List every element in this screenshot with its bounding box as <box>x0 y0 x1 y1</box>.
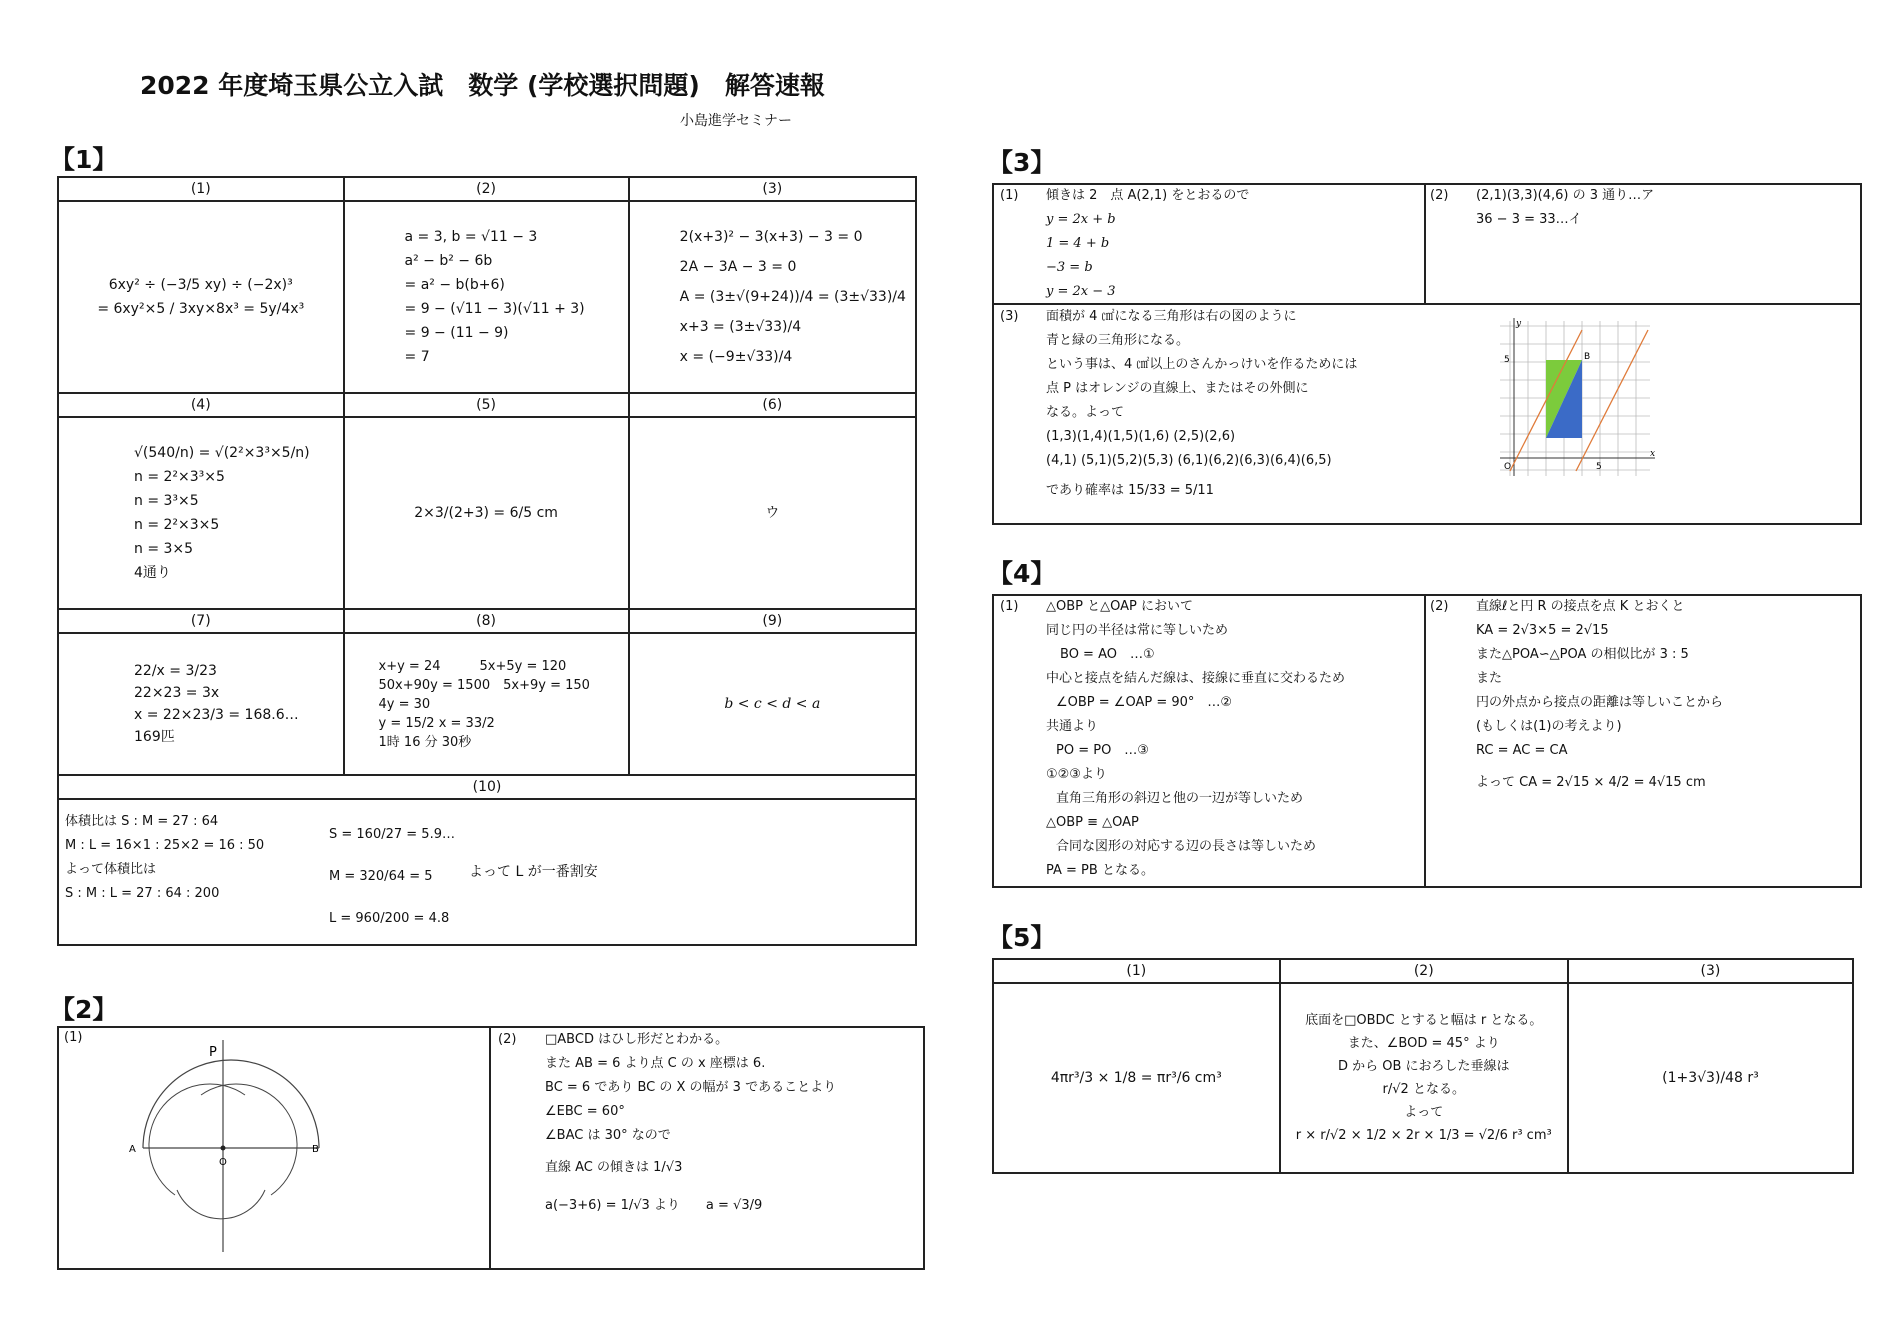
s5-q2-header: (2) <box>1280 959 1568 983</box>
s3-q1-label: (1) <box>1000 188 1019 203</box>
construction-arc <box>177 1190 265 1219</box>
s5-q1-answer <box>993 983 1280 1173</box>
s4-q1-line: 合同な図形の対応する辺の長さは等しいため <box>1056 839 1317 854</box>
construction-arc <box>201 1084 297 1195</box>
s4-q1-line: 中心と接点を結んだ線は、接線に垂直に交わるため <box>1046 671 1346 686</box>
s4-q1-line: BO = AO …① <box>1060 647 1155 662</box>
bisector-construction-figure <box>125 1040 335 1255</box>
q7-answer <box>58 633 344 775</box>
s4-q1-line: ∠OBP = ∠OAP = 90° …② <box>1056 695 1233 710</box>
s4-q2-line: (もしくは(1)の考えより) <box>1476 719 1622 734</box>
s2-q2-line: ∠EBC = 60° <box>545 1104 625 1119</box>
s4-q2-line: RC = AC = CA <box>1476 743 1568 758</box>
q6-answer <box>629 417 916 609</box>
s5-q3-line: (1+3√3)/48 r³ <box>1662 1070 1759 1086</box>
s4-q1-line: PO = PO …③ <box>1056 743 1149 758</box>
q1-header: (1) <box>58 177 344 201</box>
s4-q1-line: 直角三角形の斜辺と他の一辺が等しいため <box>1056 791 1304 806</box>
s4-q1-line: PA = PB となる。 <box>1046 863 1154 878</box>
s5-q2-answer <box>1280 983 1568 1173</box>
section-2-divider <box>489 1026 491 1268</box>
q6-header: (6) <box>629 393 916 417</box>
s3-q3-line: 点 P はオレンジの直線上、またはその外側に <box>1046 381 1309 396</box>
q8-line: 1時 16 分 30秒 <box>378 734 472 750</box>
semicircle-arc <box>143 1060 319 1148</box>
section-2-heading: 【2】 <box>50 995 118 1024</box>
q10-answer <box>58 799 916 945</box>
s4-q1-label: (1) <box>1000 599 1019 614</box>
construction-arc <box>149 1084 245 1195</box>
s5-q1-line: 4πr³/3 × 1/8 = πr³/6 cm³ <box>1050 1070 1222 1086</box>
q2-line: = 7 <box>404 349 430 365</box>
page-title: 2022 年度埼玉県公立入試 数学 (学校選択問題) 解答速報 <box>140 71 825 100</box>
section-5-table <box>992 958 1854 1174</box>
q7-line: 22/x = 3/23 <box>134 663 217 679</box>
q2-line: a² − b² − 6b <box>404 253 493 269</box>
q7-line: 22×23 = 3x <box>134 685 220 701</box>
s4-q2-line: よって CA = 2√15 × 4/2 = 4√15 cm <box>1476 775 1706 790</box>
s5-q2-line: r/√2 となる。 <box>1382 1082 1465 1097</box>
s5-q1-header: (1) <box>993 959 1280 983</box>
q8-line: x+y = 24 <box>378 658 441 674</box>
s3-q1-line: 傾きは 2 点 A(2,1) をとおるので <box>1046 188 1250 203</box>
q10-line: L = 960/200 = 4.8 <box>329 911 450 926</box>
q3-line: x = (−9±√33)/4 <box>679 349 793 365</box>
q7-header: (7) <box>58 609 344 633</box>
q10-line: M = 320/64 = 5 <box>329 869 433 884</box>
q8-answer <box>344 633 629 775</box>
section-1-heading: 【1】 <box>50 145 118 174</box>
s2-q1-label: (1) <box>64 1030 83 1045</box>
s5-q3-answer <box>1568 983 1853 1173</box>
q1-line: 6xy² ÷ (−3/5 xy) ÷ (−2x)³ <box>108 277 293 293</box>
s3-q1-line: y = 2x + b <box>1046 212 1116 227</box>
s4-q2-line: また△POA∽△POA の相似比が 3 : 5 <box>1476 647 1689 662</box>
q4-answer <box>58 417 344 609</box>
s3-q1-line: y = 2x − 3 <box>1046 284 1116 299</box>
s3-q3-line: (1,3)(1,4)(1,5)(1,6) (2,5)(2,6) <box>1046 429 1236 444</box>
s2-q2-line: BC = 6 であり BC の X の幅が 3 であることより <box>545 1080 837 1095</box>
q6-line: ウ <box>765 505 780 521</box>
s5-q2-line: よって <box>1404 1105 1444 1120</box>
q5-answer <box>344 417 629 609</box>
q2-line: = a² − b(b+6) <box>404 277 505 293</box>
s3-q3-line: であり確率は 15/33 = 5/11 <box>1046 483 1214 498</box>
s4-q1-line: 共通より <box>1046 719 1099 734</box>
s5-q3-header: (3) <box>1568 959 1853 983</box>
s4-q1-line: ①②③より <box>1046 767 1107 782</box>
s3-q2-line: 36 − 3 = 33…イ <box>1476 212 1582 227</box>
section-4-divider <box>1424 594 1426 886</box>
q4-line: n = 2²×3³×5 <box>134 469 225 485</box>
s2-q2-line: □ABCD はひし形だとわかる。 <box>545 1032 729 1047</box>
q8-header: (8) <box>344 609 629 633</box>
q8-line: 5x+9y = 150 <box>503 677 590 693</box>
y-tick-5: 5 <box>1504 355 1510 365</box>
coordinate-graph <box>1490 316 1660 481</box>
s4-q1-line: △OBP ≡ △OAP <box>1046 815 1139 830</box>
s3-q2-answer <box>1476 184 1654 232</box>
q2-answer <box>344 201 629 393</box>
q2-line: = 9 − (√11 − 3)(√11 + 3) <box>404 301 585 317</box>
q9-header: (9) <box>629 609 916 633</box>
s4-q2-answer <box>1476 595 1723 795</box>
section-5-heading: 【5】 <box>988 923 1056 952</box>
q8-line: 5x+5y = 120 <box>479 658 567 674</box>
point-b-label: B <box>1584 352 1591 362</box>
s3-q3-line: (4,1) (5,1)(5,2)(5,3) (6,1)(6,2)(6,3)(6,4)(6,5) <box>1046 453 1332 468</box>
s2-q2-line: 直線 AC の傾きは 1/√3 <box>545 1160 683 1175</box>
q3-line: x+3 = (3±√33)/4 <box>679 319 802 335</box>
s5-q2-line: 底面を□OBDC とすると幅は r となる。 <box>1305 1013 1543 1028</box>
q3-line: 2(x+3)² − 3(x+3) − 3 = 0 <box>679 229 863 245</box>
q7-line: 169匹 <box>134 729 175 745</box>
q1-answer <box>58 201 344 393</box>
point-a-label: A <box>129 1144 136 1155</box>
q4-line: 4通り <box>134 565 171 581</box>
q4-line: n = 3×5 <box>134 541 194 557</box>
q9-answer <box>629 633 916 775</box>
q10-header: (10) <box>58 775 916 799</box>
s3-q1-line: 1 = 4 + b <box>1046 236 1110 251</box>
s3-q3-label: (3) <box>1000 309 1019 324</box>
q4-line: n = 2²×3×5 <box>134 517 220 533</box>
s2-q2-line: a(−3+6) = 1/√3 より a = √3/9 <box>545 1198 763 1213</box>
q5-header: (5) <box>344 393 629 417</box>
q3-answer <box>629 201 916 393</box>
s3-q2-label: (2) <box>1430 188 1449 203</box>
s3-q3-line: なる。よって <box>1046 405 1125 420</box>
q9-line: b < c < d < a <box>724 696 821 712</box>
s4-q2-line: KA = 2√3×5 = 2√15 <box>1476 623 1609 638</box>
section-4-heading: 【4】 <box>988 559 1056 588</box>
s4-q1-line: 同じ円の半径は常に等しいため <box>1046 623 1229 638</box>
q4-line: n = 3³×5 <box>134 493 199 509</box>
organization-name: 小島進学セミナー <box>680 113 792 129</box>
s3-q1-answer <box>1046 184 1249 304</box>
s4-q2-line: 円の外点から接点の距離は等しいことから <box>1476 695 1724 710</box>
q10-line: S : M : L = 27 : 64 : 200 <box>65 886 220 901</box>
s4-q2-label: (2) <box>1430 599 1449 614</box>
q4-line: √(540/n) = √(2²×3³×5/n) <box>134 445 310 461</box>
q8-line: 4y = 30 <box>378 696 431 712</box>
section-3-heading: 【3】 <box>988 148 1056 177</box>
s5-q2-line: r × r/√2 × 1/2 × 2r × 1/3 = √2/6 r³ cm³ <box>1295 1128 1552 1143</box>
section-3-vdivider <box>1424 183 1426 303</box>
q10-line: 体積比は S : M = 27 : 64 <box>65 814 219 829</box>
x-axis-label: x <box>1650 449 1656 459</box>
q5-line: 2×3/(2+3) = 6/5 cm <box>414 505 558 521</box>
s3-q3-line: 面積が 4 ㎠になる三角形は右の図のように <box>1046 309 1297 324</box>
s2-q2-line: ∠BAC は 30° なので <box>545 1128 671 1143</box>
q2-line: a = 3, b = √11 − 3 <box>404 229 538 245</box>
s3-q3-line: という事は、4 ㎠以上のさんかっけいを作るためには <box>1046 357 1358 372</box>
q10-conclusion: よって L が一番割安 <box>469 864 598 880</box>
q2-line: = 9 − (11 − 9) <box>404 325 509 341</box>
point-o-label: O <box>219 1157 227 1168</box>
s4-q2-line: 直線ℓと円 R の接点を点 K とおくと <box>1476 599 1685 614</box>
s3-q3-line: 青と緑の三角形になる。 <box>1046 333 1190 348</box>
q4-header: (4) <box>58 393 344 417</box>
point-p-label: P <box>209 1045 217 1060</box>
s3-q3-answer <box>1046 305 1357 503</box>
s2-q2-label: (2) <box>498 1032 517 1047</box>
q2-header: (2) <box>344 177 629 201</box>
q10-line: よって体積比は <box>65 862 157 877</box>
s4-q2-line: また <box>1476 671 1503 686</box>
x-tick-5: 5 <box>1596 462 1602 472</box>
s3-q2-line: (2,1)(3,3)(4,6) の 3 通り…ア <box>1476 188 1655 203</box>
q10-line: S = 160/27 = 5.9… <box>329 827 455 842</box>
q3-header: (3) <box>629 177 916 201</box>
s4-q1-answer <box>1046 595 1345 883</box>
origin-label: O <box>1504 462 1512 472</box>
q7-line: x = 22×23/3 = 168.6… <box>134 707 299 723</box>
s4-q1-line: △OBP と△OAP において <box>1046 599 1193 614</box>
q10-line: M : L = 16×1 : 25×2 = 16 : 50 <box>65 838 265 853</box>
q8-line: 50x+90y = 1500 <box>378 677 491 693</box>
s2-q2-line: また AB = 6 より点 C の x 座標は 6. <box>545 1056 766 1071</box>
y-axis-label: y <box>1516 319 1522 329</box>
q1-line: = 6xy²×5 / 3xy×8x³ = 5y/4x³ <box>97 301 305 317</box>
section-1-table <box>57 176 917 946</box>
s2-q2-answer <box>545 1028 836 1218</box>
center-point <box>221 1146 226 1151</box>
point-b-label: B <box>312 1144 319 1155</box>
q3-line: A = (3±√(9+24))/4 = (3±√33)/4 <box>679 289 906 305</box>
s3-q1-line: −3 = b <box>1046 260 1093 275</box>
s5-q2-line: また、∠BOD = 45° より <box>1347 1036 1500 1051</box>
q3-line: 2A − 3A − 3 = 0 <box>679 259 797 275</box>
q8-line: y = 15/2 x = 33/2 <box>378 715 495 731</box>
s5-q2-line: D から OB におろした垂線は <box>1337 1059 1510 1074</box>
